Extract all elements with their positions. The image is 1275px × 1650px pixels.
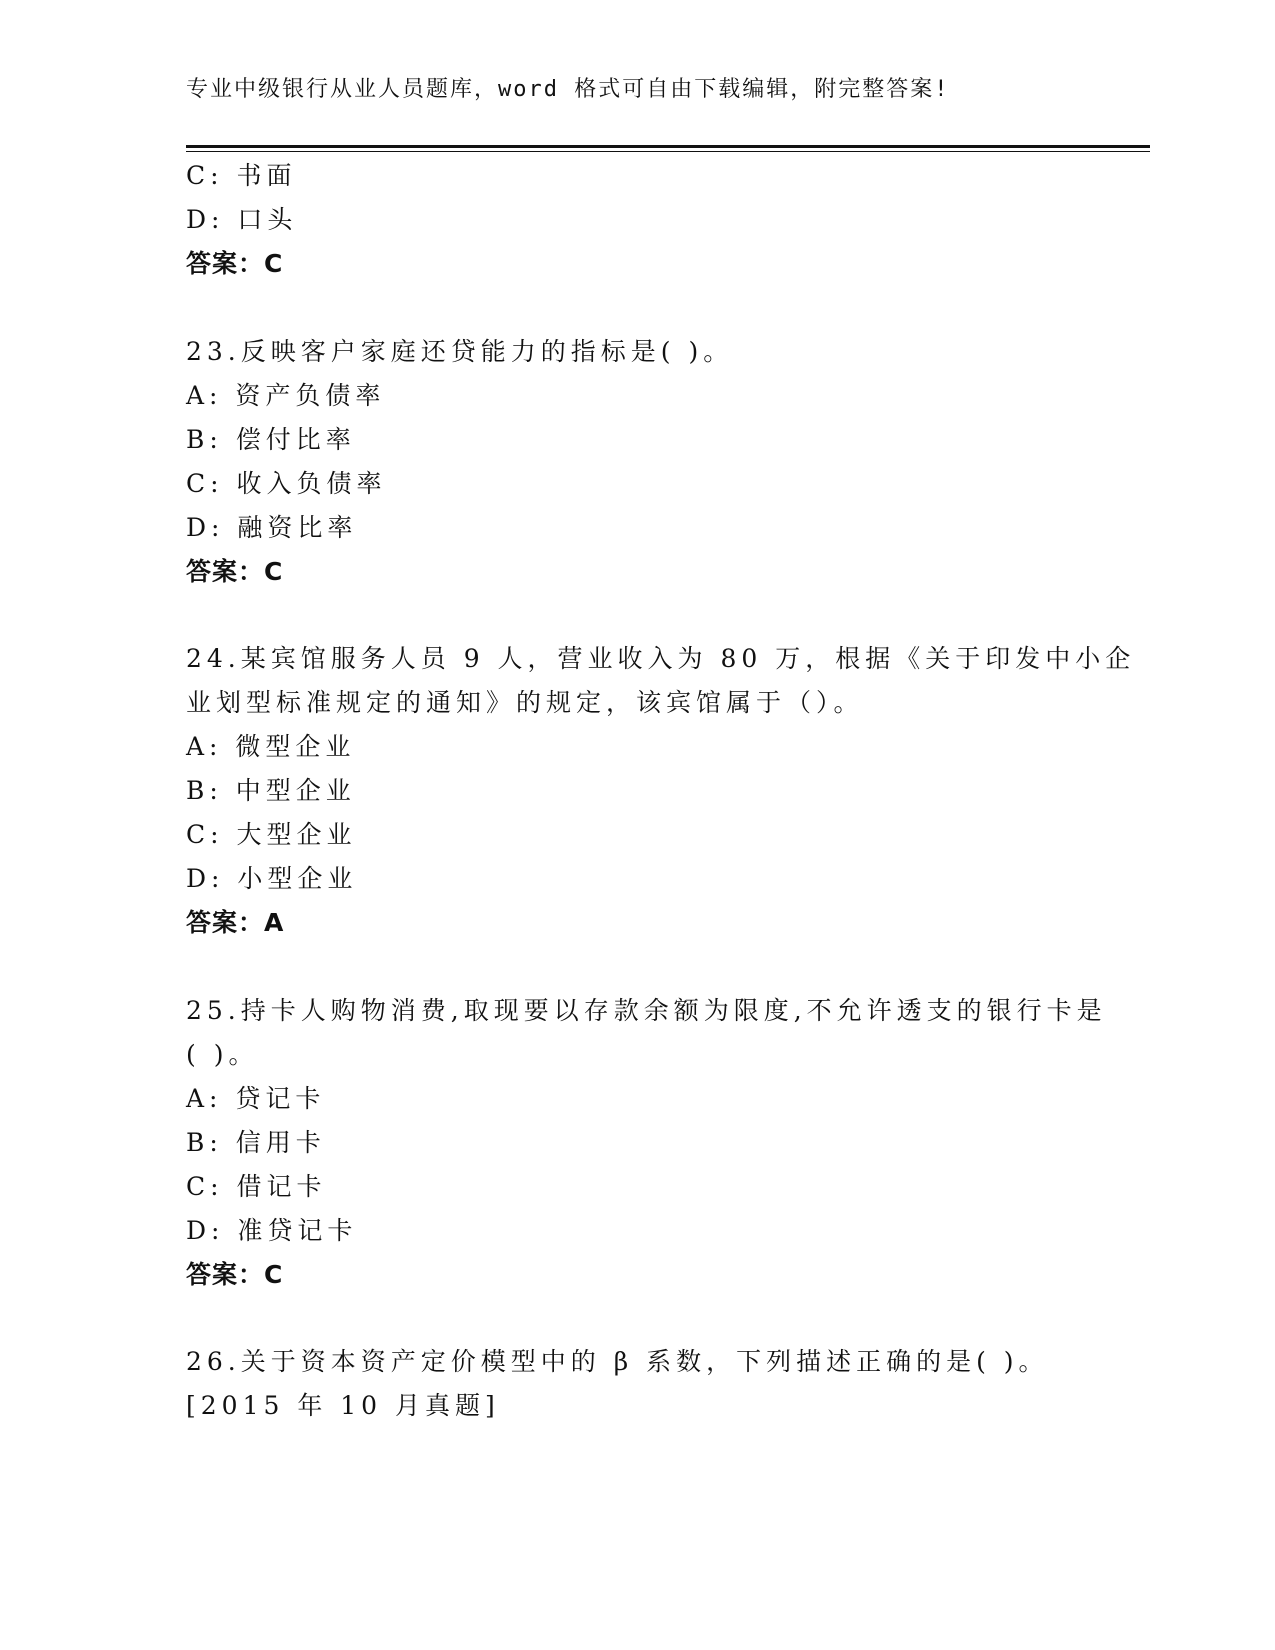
option-c: C: 收入负债率 [186, 469, 387, 498]
option-c: C: 大型企业 [186, 820, 357, 849]
option-d: D: 口头 [186, 205, 298, 234]
question-24-continued: 业划型标准规定的通知》的规定，该宾馆属于（）。 [186, 688, 864, 717]
option-c: C: 借记卡 [186, 1172, 327, 1201]
page-header: 专业中级银行从业人员题库，word 格式可自由下载编辑，附完整答案! [186, 77, 950, 102]
option-a: A: 微型企业 [186, 732, 356, 761]
question-26: 26.关于资本资产定价模型中的 β 系数，下列描述正确的是( )。 [186, 1347, 1049, 1376]
answer-line: 答案：C [186, 1260, 284, 1289]
answer-line: 答案：A [186, 908, 285, 937]
option-d: D: 小型企业 [186, 864, 358, 893]
header-rule-thick [186, 145, 1150, 148]
option-b: B: 偿付比率 [186, 425, 356, 454]
header-rule-thin [186, 151, 1150, 152]
question-24: 24.某宾馆服务人员 9 人，营业收入为 80 万，根据《关于印发中小企 [186, 644, 1136, 673]
question-23: 23.反映客户家庭还贷能力的指标是( )。 [186, 337, 734, 366]
answer-line: 答案：C [186, 249, 284, 278]
option-a: A: 贷记卡 [186, 1084, 326, 1113]
option-a: A: 资产负债率 [186, 381, 386, 410]
option-b: B: 信用卡 [186, 1128, 326, 1157]
question-25: 25.持卡人购物消费,取现要以存款余额为限度,不允许透支的银行卡是 [186, 996, 1107, 1025]
answer-line: 答案：C [186, 557, 284, 586]
option-c: C: 书面 [186, 161, 297, 190]
option-d: D: 融资比率 [186, 513, 358, 542]
option-d: D: 准贷记卡 [186, 1216, 358, 1245]
option-b: B: 中型企业 [186, 776, 356, 805]
question-25-continued: ( )。 [186, 1040, 259, 1069]
question-26-source: [2015 年 10 月真题] [186, 1391, 500, 1420]
